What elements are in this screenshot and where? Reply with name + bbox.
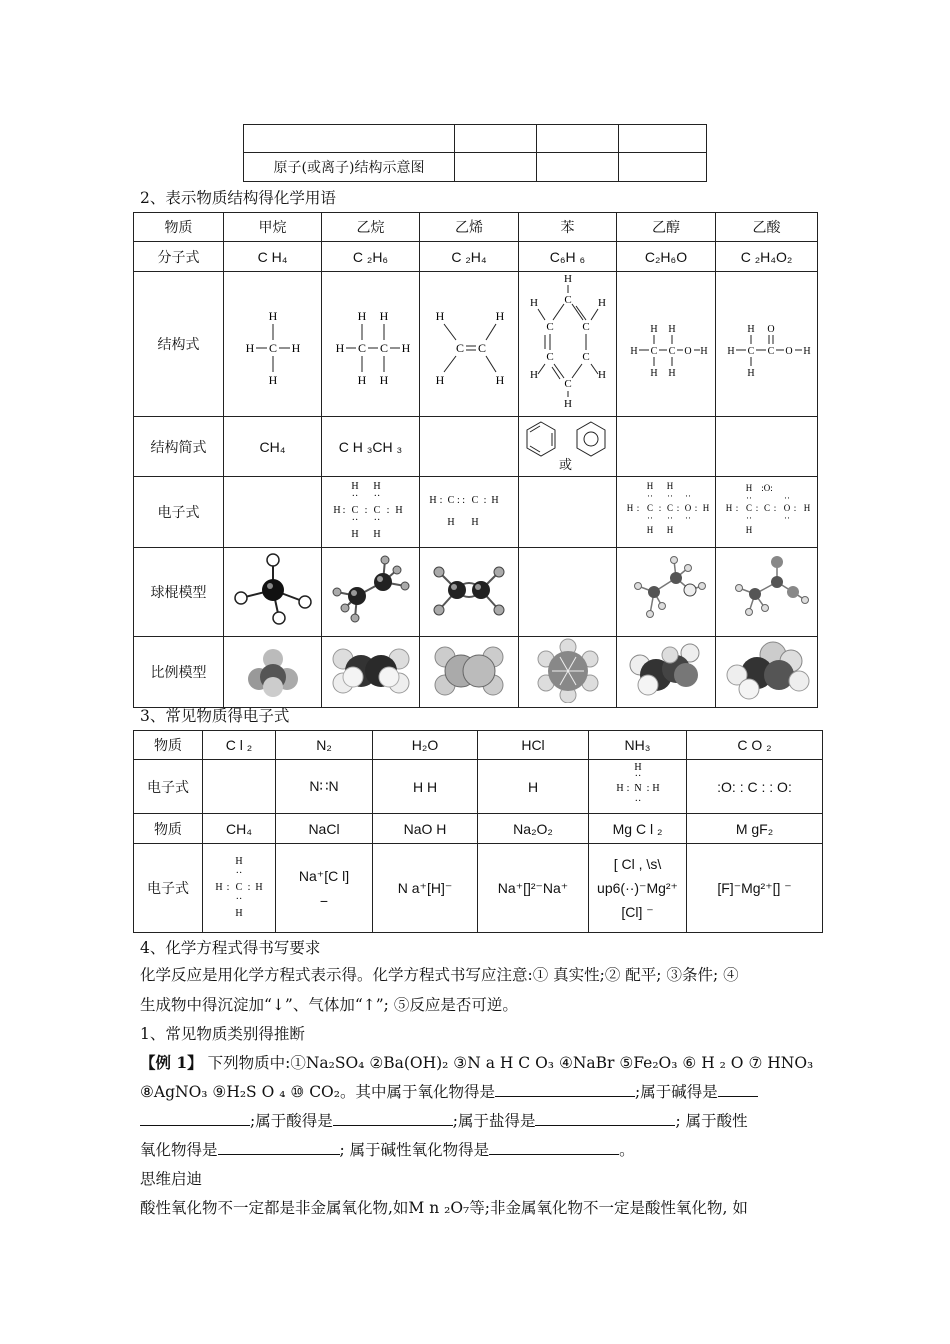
simplified-benzene xyxy=(519,417,617,477)
row-label: 物质 xyxy=(134,731,203,760)
svg-text:C: C xyxy=(650,346,658,357)
svg-text:H: H xyxy=(372,481,381,492)
formula-acetic-acid: C ₂H₄O₂ xyxy=(716,242,818,272)
svg-text:H: H xyxy=(268,309,277,323)
electron-ch4 xyxy=(203,844,276,933)
substance-na2o2: Na₂O₂ xyxy=(478,814,589,844)
svg-text:H: H xyxy=(650,368,658,379)
header-cell: 乙酸 xyxy=(716,213,818,242)
answer-blank-base[interactable] xyxy=(718,1082,758,1097)
svg-text::: : xyxy=(773,503,776,513)
structural-ethane xyxy=(322,272,420,417)
structural-acetic-acid xyxy=(716,272,818,417)
svg-text::: : xyxy=(658,503,662,513)
example-text: ; 属于酸性 xyxy=(675,1112,748,1130)
electron-n2: N∷N xyxy=(276,760,373,814)
header-cell: 甲烷 xyxy=(224,213,322,242)
row-label: 结构简式 xyxy=(134,417,224,477)
substance-naoh: NaO H xyxy=(373,814,478,844)
cell xyxy=(455,153,537,182)
svg-text::: : xyxy=(694,503,698,513)
ethylene-structure-diagram xyxy=(424,292,514,392)
ch4-electron-formula xyxy=(207,852,271,922)
electron-mgcl2 xyxy=(589,844,687,933)
svg-text:H: H xyxy=(357,373,366,387)
svg-text:H: H xyxy=(350,529,359,540)
methane-ball-stick-model xyxy=(227,548,319,632)
svg-text:··: ·· xyxy=(647,513,653,523)
example-line xyxy=(140,1109,748,1131)
svg-text:··: ·· xyxy=(373,491,380,502)
methane-space-filling-model xyxy=(227,637,319,703)
svg-text:C: C xyxy=(471,495,479,506)
mgcl2-line3: [Cl] ⁻ xyxy=(621,904,654,920)
electron-mgf2: [F]⁻Mg²⁺[] ⁻ xyxy=(687,844,823,933)
svg-text:C: C xyxy=(581,321,590,333)
row-label: 物质 xyxy=(134,814,203,844)
svg-text:H: H xyxy=(357,309,366,323)
svg-text:H: H xyxy=(597,297,606,309)
row-label: 分子式 xyxy=(134,242,224,272)
svg-text:H: H xyxy=(435,309,445,323)
svg-text:H: H xyxy=(726,346,735,357)
spacefill-acetic-acid xyxy=(716,637,818,708)
svg-text:··: ·· xyxy=(685,513,691,523)
svg-text:H: H xyxy=(615,783,624,794)
electron-cl2 xyxy=(203,760,276,814)
svg-text:H: H xyxy=(291,341,300,355)
simplified-ethane: C H ₃CH ₃ xyxy=(322,417,420,477)
formula-ethane: C ₂H₆ xyxy=(322,242,420,272)
ethane-structure-diagram xyxy=(326,292,416,392)
svg-text:H: H xyxy=(235,855,243,867)
substance-nh3: NH₃ xyxy=(589,731,687,760)
ethanol-ball-stick-model xyxy=(620,548,712,632)
svg-text:C: C xyxy=(745,503,752,513)
nacl-line2: − xyxy=(319,892,329,909)
example-tag: 【例 1】 xyxy=(140,1053,203,1072)
methane-structure-diagram xyxy=(228,292,318,392)
paragraph-line: 生成物中得沉淀加“↓”、气体加“↑”; ⑤反应是否可逆。 xyxy=(140,996,518,1014)
ballstick-acetic-acid xyxy=(716,548,818,637)
spacefill-benzene xyxy=(519,637,617,708)
acetic-acid-structure-diagram xyxy=(719,292,815,392)
svg-text:··: ·· xyxy=(685,491,691,501)
svg-text:··: ·· xyxy=(745,493,752,503)
ethane-space-filling-model xyxy=(325,637,417,703)
svg-text:··: ·· xyxy=(634,796,641,807)
svg-text::: : xyxy=(386,505,389,516)
svg-text:H: H xyxy=(435,373,445,387)
electron-benzene xyxy=(519,477,617,548)
ethylene-ball-stick-model xyxy=(423,548,515,632)
simplified-methane: CH₄ xyxy=(224,417,322,477)
svg-text:H: H xyxy=(597,369,606,381)
svg-text::: : xyxy=(676,503,680,513)
cell xyxy=(619,125,707,153)
svg-text:C: C xyxy=(763,503,770,513)
svg-text:H: H xyxy=(529,369,538,381)
electron-naoh: N a⁺[H]⁻ xyxy=(373,844,478,933)
formula-ethylene: C ₂H₄ xyxy=(420,242,519,272)
svg-text:H: H xyxy=(650,324,658,335)
svg-text:H: H xyxy=(563,398,572,410)
example-text: ; 属于碱性氧化物得是 xyxy=(339,1141,490,1159)
section4-title: 4、化学方程式得书写要求 xyxy=(140,939,321,957)
svg-text:··: ·· xyxy=(783,513,790,523)
svg-text:H: H xyxy=(745,525,752,535)
svg-text:H: H xyxy=(401,341,410,355)
cell xyxy=(537,125,619,153)
electron-formula-table xyxy=(133,730,823,933)
header-cell: 乙烯 xyxy=(420,213,519,242)
substance-ch4: CH₄ xyxy=(203,814,276,844)
thinking-text: 酸性氧化物不一定都是非金属氧化物,如M n ₂O₇等;非金属氧化物不一定是酸性氧化物, 如 xyxy=(140,1199,748,1217)
svg-text::: : xyxy=(483,495,487,506)
svg-text:··: ·· xyxy=(667,513,673,523)
example-text: ;属于酸得是 xyxy=(250,1112,333,1130)
svg-text:H: H xyxy=(268,373,277,387)
cell xyxy=(619,153,707,182)
svg-text:H: H xyxy=(802,346,811,357)
svg-text::: : xyxy=(364,505,367,516)
ethane-electron-formula xyxy=(325,477,417,543)
example-text: 。 xyxy=(619,1141,635,1159)
benzene-space-filling-model xyxy=(522,637,614,703)
substance-cl2: C l ₂ xyxy=(203,731,276,760)
svg-text:H: H xyxy=(702,503,710,513)
acetic-acid-ball-stick-model xyxy=(719,548,815,632)
svg-text:C: C xyxy=(563,294,572,306)
spacefill-ethylene xyxy=(420,637,519,708)
svg-text:H: H xyxy=(372,529,381,540)
answer-blank-acid[interactable] xyxy=(333,1111,453,1126)
svg-text:C: C xyxy=(235,881,243,893)
svg-text:O: O xyxy=(784,346,793,357)
paragraph-line: 化学反应是用化学方程式表示得。化学方程式书写应注意:① 真实性;② 配平; ③条件; ④ xyxy=(140,966,739,984)
electron-ethylene xyxy=(420,477,519,548)
nacl-line1: Na⁺[C l] xyxy=(298,867,350,884)
example-text: 氧化物得是 xyxy=(140,1141,218,1159)
svg-text:··: ·· xyxy=(351,491,358,502)
svg-text:H: H xyxy=(666,481,674,491)
svg-text:C: C xyxy=(373,505,380,516)
svg-text:H: H xyxy=(646,481,654,491)
svg-text:O: O xyxy=(783,503,790,513)
svg-text:C: C xyxy=(477,341,487,355)
spacefill-ethane xyxy=(322,637,420,708)
row-label: 原子(或离子)结构示意图 xyxy=(244,153,455,182)
ballstick-ethylene xyxy=(420,548,519,637)
svg-text:H: H xyxy=(746,368,755,379)
ethylene-electron-formula xyxy=(423,477,515,543)
electron-h2o: H H xyxy=(373,760,478,814)
svg-text:C: C xyxy=(455,341,465,355)
svg-text:··: ·· xyxy=(745,513,752,523)
substance-n2: N₂ xyxy=(276,731,373,760)
svg-text:··: ·· xyxy=(235,893,243,905)
header-cell: 物质 xyxy=(134,213,224,242)
svg-text:H: H xyxy=(529,297,538,309)
row-label: 电子式 xyxy=(134,844,203,933)
svg-text:N: N xyxy=(633,783,642,794)
formula-methane: C H₄ xyxy=(224,242,322,272)
svg-text:H: H xyxy=(335,341,344,355)
ballstick-methane xyxy=(224,548,322,637)
svg-text:··: ·· xyxy=(373,515,380,526)
example-text: ;属于碱得是 xyxy=(634,1083,718,1101)
svg-text:O: O xyxy=(684,503,692,513)
electron-nh3 xyxy=(589,760,687,814)
row-label: 比例模型 xyxy=(134,637,224,708)
substance-mgf2: M gF₂ xyxy=(687,814,823,844)
svg-text:H: H xyxy=(668,368,676,379)
svg-text::: : xyxy=(626,783,629,794)
svg-text::: : xyxy=(342,505,345,516)
electron-hcl: H xyxy=(478,760,589,814)
electron-acetic-acid xyxy=(716,477,818,548)
ballstick-ethanol xyxy=(617,548,716,637)
svg-text:H: H xyxy=(245,341,254,355)
svg-text:O: O xyxy=(766,324,775,335)
electron-ethane xyxy=(322,477,420,548)
svg-text:C: C xyxy=(646,503,654,513)
example-text: 下列物质中:①Na₂SO₄ ②Ba(OH)₂ ③N a H C O₃ ④NaBr ⑤Fe₂O₃ ⑥ H ₂ O ⑦ HNO₃ xyxy=(202,1054,814,1072)
svg-text:C: C xyxy=(747,346,754,357)
nh3-electron-formula xyxy=(608,760,668,810)
or-label: 或 xyxy=(559,457,573,473)
svg-text::: : xyxy=(226,881,230,893)
mgcl2-line2: up6(··)⁻Mg²⁺ xyxy=(597,880,678,896)
ethanol-space-filling-model xyxy=(620,637,712,703)
svg-text:H: H xyxy=(651,783,660,794)
svg-text:C: C xyxy=(357,341,366,355)
electron-co2: :O: : C : : O: xyxy=(687,760,823,814)
svg-text:H: H xyxy=(633,762,642,773)
svg-text:H: H xyxy=(350,481,359,492)
svg-text:H: H xyxy=(379,373,388,387)
cell xyxy=(455,125,537,153)
svg-text:H: H xyxy=(332,505,341,516)
ethanol-structure-diagram xyxy=(620,292,712,392)
atom-structure-table xyxy=(243,124,707,182)
answer-blank-salt[interactable] xyxy=(535,1111,675,1126)
svg-text:H: H xyxy=(495,309,505,323)
svg-text:··: ·· xyxy=(351,515,358,526)
ethane-ball-stick-model xyxy=(325,548,417,632)
example-line xyxy=(140,1080,758,1102)
row-label: 球棍模型 xyxy=(134,548,224,637)
svg-text:H: H xyxy=(394,505,403,516)
svg-text:: :: : : xyxy=(456,495,466,506)
example-line xyxy=(140,1138,635,1160)
electron-ethanol xyxy=(617,477,716,548)
svg-text::O:: :O: xyxy=(760,483,773,493)
svg-text:C: C xyxy=(545,321,554,333)
svg-text::: : xyxy=(247,881,251,893)
svg-text::: : xyxy=(646,783,649,794)
svg-text:C: C xyxy=(666,503,674,513)
svg-text::: : xyxy=(735,503,738,513)
svg-text:C: C xyxy=(351,505,358,516)
row-label: 电子式 xyxy=(134,760,203,814)
acetic-acid-electron-formula xyxy=(719,477,815,543)
svg-text:··: ·· xyxy=(235,867,243,879)
substance-co2: C O ₂ xyxy=(687,731,823,760)
svg-text:C: C xyxy=(581,351,590,363)
svg-text:C: C xyxy=(767,346,774,357)
benzene-structure-diagram xyxy=(520,272,616,412)
acetic-acid-space-filling-model xyxy=(719,637,815,703)
electron-nacl xyxy=(276,844,373,933)
section2-title: 2、表示物质结构得化学用语 xyxy=(140,189,336,207)
svg-text:C: C xyxy=(563,378,572,390)
svg-text:H: H xyxy=(745,483,752,493)
svg-text:H: H xyxy=(725,503,732,513)
svg-text::: : xyxy=(439,495,443,506)
svg-text::: : xyxy=(636,503,640,513)
header-cell: 乙醇 xyxy=(617,213,716,242)
ethanol-electron-formula xyxy=(620,477,712,543)
spacefill-ethanol xyxy=(617,637,716,708)
svg-text:H: H xyxy=(215,881,223,893)
structure-terms-table xyxy=(133,212,818,708)
structural-ethylene xyxy=(420,272,519,417)
section1-title: 1、常见物质类别得推断 xyxy=(140,1025,305,1043)
svg-text:O: O xyxy=(684,346,692,357)
substance-hcl: HCl xyxy=(478,731,589,760)
electron-na2o2: Na⁺[]²⁻Na⁺ xyxy=(478,844,589,933)
cell xyxy=(537,153,619,182)
svg-text:H: H xyxy=(447,517,455,528)
svg-text:C: C xyxy=(379,341,388,355)
substance-nacl: NaCl xyxy=(276,814,373,844)
svg-text:H: H xyxy=(495,373,505,387)
svg-text:H: H xyxy=(646,525,654,535)
simplified-acetic-acid xyxy=(716,417,818,477)
svg-text:H: H xyxy=(491,495,499,506)
cell xyxy=(244,125,455,153)
answer-blank-oxide[interactable] xyxy=(495,1082,635,1097)
svg-text::: : xyxy=(755,503,758,513)
answer-blank-base-cont[interactable] xyxy=(140,1111,250,1126)
simplified-ethanol xyxy=(617,417,716,477)
svg-text::: : xyxy=(793,503,796,513)
structural-methane xyxy=(224,272,322,417)
svg-text:··: ·· xyxy=(783,493,790,503)
svg-text:··: ·· xyxy=(634,771,641,782)
row-label: 电子式 xyxy=(134,477,224,548)
example-line xyxy=(140,1051,813,1073)
ballstick-benzene xyxy=(519,548,617,637)
simplified-ethylene xyxy=(420,417,519,477)
structural-benzene xyxy=(519,272,617,417)
thinking-title: 思维启迪 xyxy=(140,1170,203,1188)
formula-ethanol: C₂H₆O xyxy=(617,242,716,272)
svg-text:··: ·· xyxy=(667,491,673,501)
structural-ethanol xyxy=(617,272,716,417)
svg-text:H: H xyxy=(379,309,388,323)
svg-text:H: H xyxy=(803,503,810,513)
substance-h2o: H₂O xyxy=(373,731,478,760)
svg-text:H: H xyxy=(255,881,263,893)
svg-text:H: H xyxy=(666,525,674,535)
substance-mgcl2: Mg C l ₂ xyxy=(589,814,687,844)
answer-blank-acidic-oxide[interactable] xyxy=(218,1140,340,1155)
header-cell: 苯 xyxy=(519,213,617,242)
electron-methane xyxy=(224,477,322,548)
svg-text:··: ·· xyxy=(647,491,653,501)
svg-text:H: H xyxy=(429,495,437,506)
svg-text:C: C xyxy=(268,341,277,355)
svg-text:H: H xyxy=(626,503,634,513)
mgcl2-line1: [ Cl , \s\ xyxy=(613,856,662,872)
row-label: 结构式 xyxy=(134,272,224,417)
svg-text:H: H xyxy=(746,324,755,335)
ballstick-ethane xyxy=(322,548,420,637)
svg-text:C: C xyxy=(545,351,554,363)
svg-text:H: H xyxy=(700,346,708,357)
svg-text:H: H xyxy=(668,324,676,335)
spacefill-methane xyxy=(224,637,322,708)
svg-text:C: C xyxy=(668,346,676,357)
ethylene-space-filling-model xyxy=(423,637,515,703)
svg-text:H: H xyxy=(563,273,572,285)
example-text: ;属于盐得是 xyxy=(452,1112,536,1130)
formula-benzene: C₆H ₆ xyxy=(519,242,617,272)
section3-title: 3、常见物质得电子式 xyxy=(140,707,290,725)
svg-text:C: C xyxy=(447,495,455,506)
svg-text:H: H xyxy=(235,907,243,919)
example-text: ⑧AgNO₃ ⑨H₂S O ₄ ⑩ CO₂。其中属于氧化物得是 xyxy=(140,1083,495,1101)
svg-text:H: H xyxy=(471,517,479,528)
svg-text:H: H xyxy=(630,346,638,357)
header-cell: 乙烷 xyxy=(322,213,420,242)
answer-blank-basic-oxide[interactable] xyxy=(489,1140,619,1155)
